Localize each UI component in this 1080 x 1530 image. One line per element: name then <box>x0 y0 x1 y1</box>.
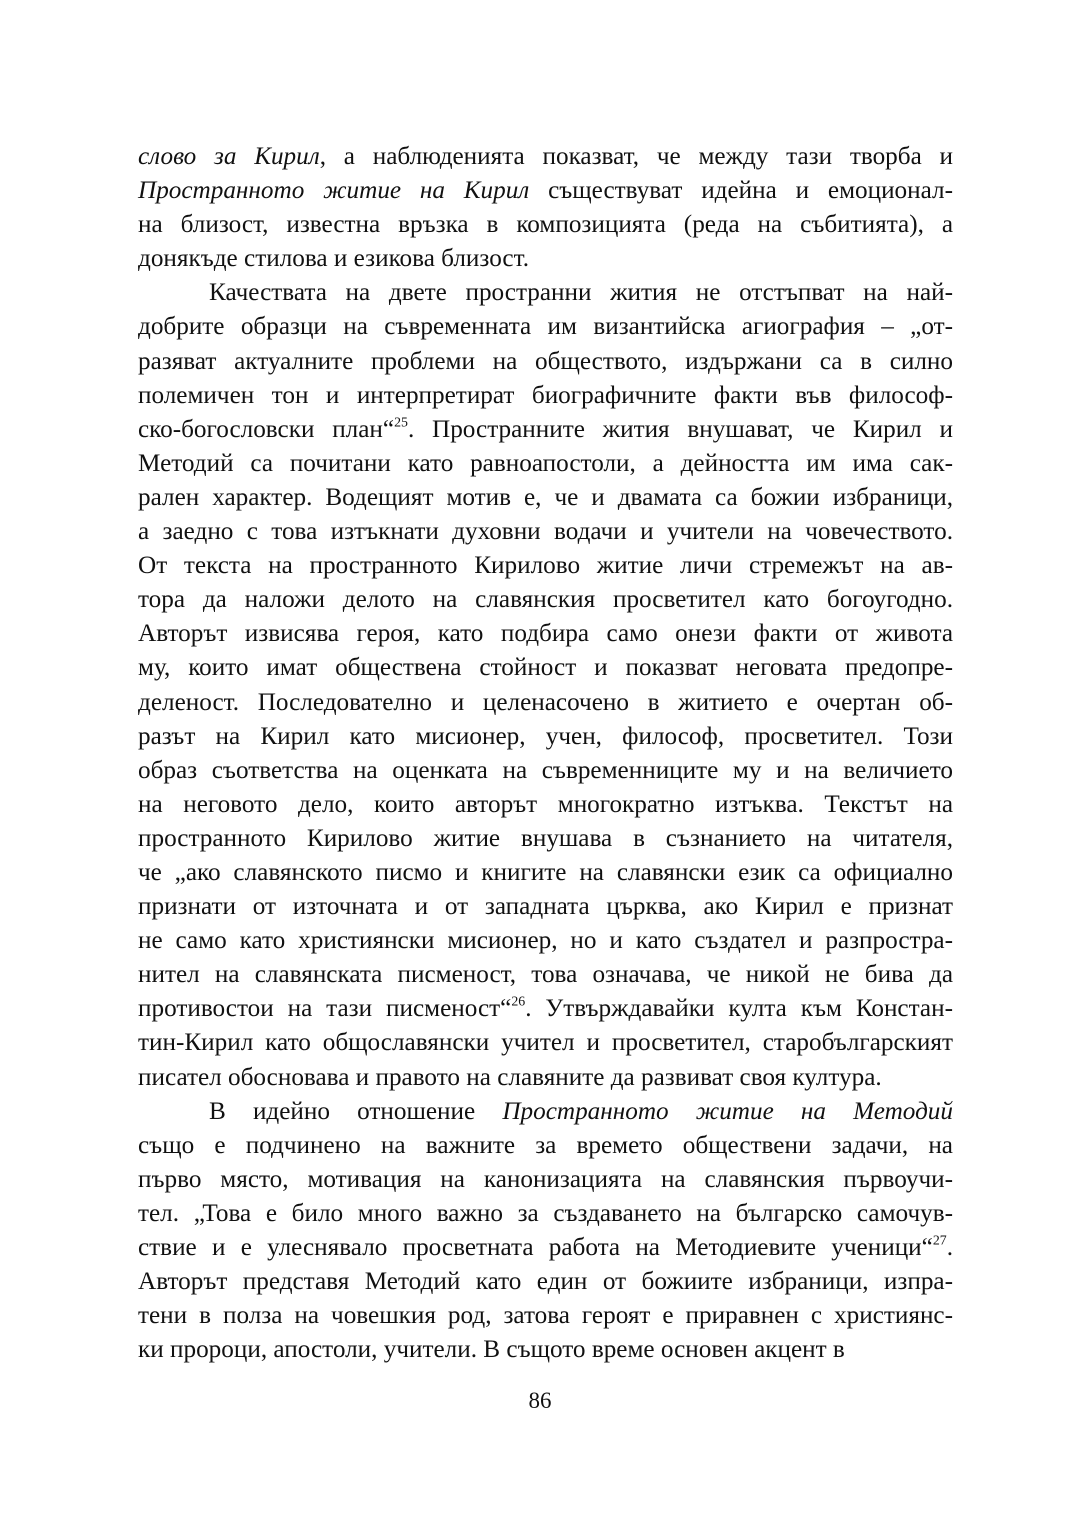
text-line <box>138 242 953 276</box>
text-line <box>138 686 953 720</box>
text-line <box>138 276 953 310</box>
text-run: а заедно с това изтъкнати духовни водачи и учители на човечеството. <box>138 518 953 546</box>
text-line <box>138 1265 953 1299</box>
text-line <box>138 1061 953 1095</box>
text-run: също е подчинено на важните за времето обществени задачи, на <box>138 1131 953 1159</box>
text-run: тин-Кирил като общославянски учител и просветител, старобългарският <box>138 1029 953 1057</box>
text-line <box>138 140 953 174</box>
text-run: разяват актуалните проблеми на обществото, издържани са в силно <box>138 347 953 375</box>
text-run: От текста на пространното Кирилово житие личи стремежът на ав- <box>138 552 953 580</box>
text-line <box>138 174 953 208</box>
text-line <box>138 549 953 583</box>
text-run: образ съответства на оценката на съвременниците му и на величието <box>138 756 953 784</box>
footnote-ref: 26 <box>511 993 526 1009</box>
text-run: Методий са почитани като равноапостоли, а дейността им има сак- <box>138 449 953 477</box>
text-line <box>138 379 953 413</box>
text-line <box>138 1197 953 1231</box>
text-line <box>138 1163 953 1197</box>
paragraph <box>138 140 953 276</box>
text-run: ствие и е улеснявало просветната работа на Методиевите ученици“ <box>138 1234 933 1261</box>
text-run: разът на Кирил като мисионер, учен, философ, просветител. Този <box>138 722 953 750</box>
text-line <box>138 345 953 379</box>
text-line <box>138 890 953 924</box>
text-line <box>138 754 953 788</box>
text-run: тора да наложи делото на славянския просветител като богоугодно. <box>138 586 953 614</box>
text-line <box>138 1231 953 1265</box>
text-run: . Пространните жития внушават, че Кирил и <box>407 415 953 443</box>
text-line <box>138 651 953 685</box>
text-line <box>138 583 953 617</box>
text-run: признати от източната и от западната църква, ако Кирил е признат <box>138 893 953 921</box>
text-line <box>138 822 953 856</box>
paragraph <box>138 276 953 1094</box>
text-run: първо място, мотивация на канонизацията на славянския първоучи- <box>138 1165 953 1193</box>
text-run: . Утвърждавайки култа към Констан- <box>525 995 953 1023</box>
text-line <box>138 1129 953 1163</box>
text-line <box>138 413 953 447</box>
paragraph <box>138 1095 953 1368</box>
text-run: ско-богословски план“ <box>138 415 395 443</box>
text-line <box>138 788 953 822</box>
text-run: нител на славянската писменост, това означава, че никой не бива да <box>138 961 953 989</box>
text-line <box>138 1299 953 1333</box>
text-line <box>138 208 953 242</box>
text-run: Качествата на двете пространни жития не отстъпват на най- <box>209 279 953 307</box>
text-run: Авторът представя Методий като един от божиите избраници, изпра- <box>138 1268 953 1296</box>
text-run: че „ако славянското писмо и книгите на славянски език са официално <box>138 858 953 886</box>
italic-title: Пространното житие на Методий <box>502 1097 953 1125</box>
text-line <box>138 1333 953 1367</box>
text-run: тени в полза на човешкия род, затова героят е приравнен с християнс- <box>138 1302 953 1330</box>
text-run: добрите образци на съвременната им византийска агиография – „от- <box>138 313 953 341</box>
text-line <box>138 481 953 515</box>
text-line <box>138 1026 953 1060</box>
text-run: писател обосновава и правото на славяните да развиват своя култура. <box>138 1063 882 1091</box>
text-line <box>138 958 953 992</box>
text-run: на неговото дело, които авторът многократно изтъква. Текстът на <box>138 790 953 818</box>
page-body <box>138 140 953 1367</box>
text-run: , а наблюденията показват, че между тази творба и <box>319 143 953 170</box>
text-run: рален характер. Водещият мотив е, че и двамата са божии избраници, <box>138 483 953 511</box>
text-run: пространното Кирилово житие внушава в съзнанието на читателя, <box>138 824 953 852</box>
text-line <box>138 720 953 754</box>
text-run: на близост, известна връзка в композицията (реда на събитията), а <box>138 211 953 239</box>
page-number: 86 <box>528 1388 552 1413</box>
text-run: му, които имат обществена стойност и показват неговата предопре- <box>138 654 953 682</box>
text-run: В идейно отношение <box>209 1097 503 1125</box>
footnote-ref: 27 <box>932 1232 947 1248</box>
italic-title: Пространното житие на Кирил <box>138 177 530 205</box>
text-run: полемичен тон и интерпретират биографичните факти във философ- <box>138 381 953 409</box>
text-run: деленост. Последователно и целенасочено в житието е очертан об- <box>138 688 953 716</box>
text-run: не само като християнски мисионер, но и като създател и разпростра- <box>138 927 953 955</box>
text-line <box>138 1095 953 1129</box>
text-run: донякъде стилова и езикова близост. <box>138 245 530 273</box>
italic-title: слово за Кирил <box>138 143 320 170</box>
text-line <box>138 447 953 481</box>
text-run: . <box>946 1234 953 1261</box>
text-run: тел. „Това е било много важно за създаването на българско самочув- <box>138 1199 953 1227</box>
text-line <box>138 924 953 958</box>
text-line <box>138 310 953 344</box>
text-line <box>138 617 953 651</box>
text-line <box>138 515 953 549</box>
text-run: противостои на тази писменост“ <box>138 995 512 1023</box>
text-run: Авторът извисява героя, като подбира само онези факти от живота <box>138 620 953 648</box>
text-line <box>138 992 953 1026</box>
text-run: ки пророци, апостоли, учители. В същото време основен акцент в <box>138 1336 845 1364</box>
text-run: съществуват идейна и емоционал- <box>529 177 953 205</box>
footnote-ref: 25 <box>394 414 408 430</box>
text-line <box>138 856 953 890</box>
